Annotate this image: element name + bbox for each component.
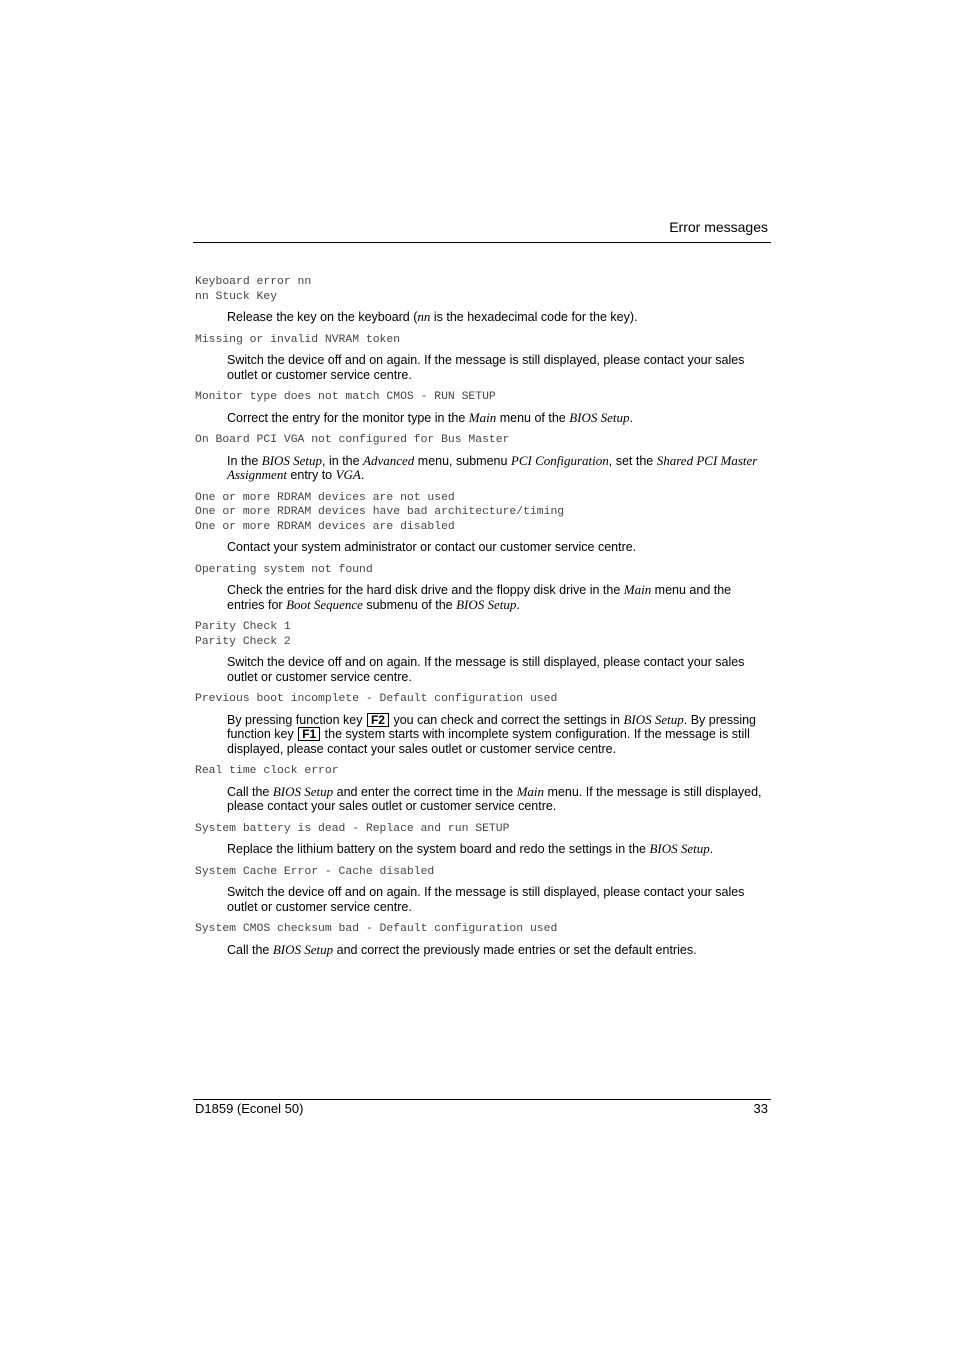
- remedy-text-segment: menu, submenu: [414, 453, 511, 468]
- error-message-text: Missing or invalid NVRAM token: [195, 333, 401, 346]
- error-remedy-text: [227, 842, 771, 857]
- error-message-text: Parity Check 1: [195, 621, 291, 633]
- header-rule: [193, 242, 771, 243]
- remedy-text-segment: Switch the device off and on again. If the message is still displayed, please contact your sales outlet or customer service centre.: [227, 885, 745, 914]
- remedy-text-segment: submenu of the: [362, 597, 457, 612]
- menu-term: BIOS Setup: [456, 596, 517, 612]
- error-entry: [195, 491, 771, 555]
- remedy-text-segment: .: [360, 468, 365, 482]
- error-entry: [195, 563, 771, 613]
- menu-term: Boot Sequence: [286, 596, 363, 612]
- remedy-text-segment: menu and the entries for: [227, 583, 732, 612]
- error-message-text: One or more RDRAM devices are disabled: [195, 520, 455, 533]
- menu-term: Advanced: [363, 452, 415, 468]
- error-message-text: Parity Check 2: [195, 635, 291, 648]
- remedy-text-segment: Switch the device off and on again. If the message is still displayed, please contact your sales outlet or customer service centre.: [227, 353, 745, 382]
- menu-term: VGA: [335, 467, 361, 482]
- menu-term: Main: [623, 582, 652, 597]
- menu-term: PCI Configuration: [510, 452, 609, 468]
- remedy-text-segment: Call the: [227, 784, 273, 799]
- error-remedy-text: [227, 713, 771, 757]
- footer-document-id: D1859 (Econel 50): [195, 1101, 304, 1116]
- error-message-text: Operating system not found: [195, 563, 373, 576]
- error-entry: [195, 333, 771, 383]
- menu-term: nn: [417, 309, 431, 324]
- remedy-text-segment: Release the key on the keyboard (: [227, 310, 418, 324]
- error-message-text: On Board PCI VGA not configured for Bus Master: [195, 434, 510, 446]
- menu-term: BIOS Setup: [272, 941, 334, 957]
- error-message-text: System Cache Error - Cache disabled: [195, 865, 435, 878]
- error-remedy-text: [227, 583, 771, 612]
- error-message-text: One or more RDRAM devices have bad architecture/timing: [195, 506, 565, 518]
- remedy-text-segment: menu. If the message is still displayed, please contact your sales outlet or customer service centre.: [227, 784, 762, 813]
- error-remedy-text: [227, 454, 771, 483]
- error-entry: [195, 275, 771, 325]
- remedy-text-segment: Replace the lithium battery on the system board and redo the settings in the: [227, 842, 650, 856]
- remedy-text-segment: .: [629, 410, 633, 425]
- remedy-text-segment: Call the: [227, 942, 273, 957]
- error-entry: [195, 433, 771, 483]
- error-message-text: One or more RDRAM devices are not used: [195, 491, 455, 504]
- error-entry: [195, 865, 771, 915]
- remedy-text-segment: and correct the previously made entries or set the default entries.: [333, 942, 697, 957]
- error-entry: [195, 764, 771, 814]
- menu-term: Main: [516, 783, 545, 799]
- function-key-label: F1: [298, 727, 320, 741]
- remedy-text-segment: is the hexadecimal code for the key).: [430, 310, 638, 324]
- error-message-text: System CMOS checksum bad - Default configuration used: [195, 923, 558, 935]
- remedy-text-segment: menu of the: [496, 410, 570, 425]
- error-remedy-text: [227, 785, 771, 814]
- remedy-text-segment: .: [516, 597, 520, 612]
- function-key-label: F2: [367, 713, 389, 727]
- remedy-text-segment: , in the: [322, 453, 364, 468]
- remedy-text-segment: By pressing function key: [227, 712, 366, 727]
- error-message-text: Keyboard error nn: [195, 276, 312, 288]
- error-entry: [195, 922, 771, 957]
- footer-rule: [193, 1099, 771, 1100]
- error-remedy-text: [227, 310, 771, 325]
- error-entry: [195, 620, 771, 684]
- remedy-text-segment: . By pressing function key: [227, 712, 757, 741]
- error-message-text: System battery is dead - Replace and run SETUP: [195, 822, 510, 835]
- remedy-text-segment: Contact your system administrator or contact our customer service centre.: [227, 540, 637, 554]
- remedy-text-segment: Correct the entry for the monitor type in the: [227, 410, 469, 425]
- remedy-text-segment: the system starts with incomplete system configuration. If the message is still displayed, please contact your sales outlet or customer service centre.: [227, 727, 750, 756]
- menu-term: Shared PCI Master Assignment: [227, 452, 758, 482]
- error-message-list: [195, 275, 771, 965]
- remedy-text-segment: entry to: [286, 468, 336, 482]
- error-entry: [195, 822, 771, 857]
- menu-term: BIOS Setup: [261, 452, 323, 468]
- menu-term: Main: [468, 409, 497, 425]
- menu-term: BIOS Setup: [569, 409, 630, 425]
- error-message-text: Previous boot incomplete - Default configuration used: [195, 693, 558, 705]
- remedy-text-segment: .: [709, 842, 714, 856]
- error-message-text: nn Stuck Key: [195, 290, 278, 303]
- remedy-text-segment: Check the entries for the hard disk drive and the floppy disk drive in the: [227, 583, 624, 597]
- error-remedy-text: [227, 353, 771, 382]
- page-number: 33: [753, 1101, 768, 1116]
- remedy-text-segment: you can check and correct the settings in: [389, 712, 624, 727]
- error-message-text: Real time clock error: [195, 765, 339, 777]
- menu-term: BIOS Setup: [272, 783, 334, 799]
- page-header-title: Error messages: [669, 219, 768, 235]
- error-remedy-text: [227, 411, 771, 426]
- error-message-text: Monitor type does not match CMOS - RUN SETUP: [195, 391, 496, 403]
- remedy-text-segment: Switch the device off and on again. If the message is still displayed, please contact your sales outlet or customer service centre.: [227, 655, 745, 684]
- menu-term: BIOS Setup: [649, 841, 710, 856]
- error-remedy-text: [227, 655, 771, 684]
- remedy-text-segment: In the: [227, 453, 262, 468]
- remedy-text-segment: , set the: [608, 453, 657, 468]
- menu-term: BIOS Setup: [623, 711, 684, 727]
- error-remedy-text: [227, 943, 771, 958]
- remedy-text-segment: and enter the correct time in the: [333, 784, 517, 799]
- error-remedy-text: [227, 885, 771, 914]
- error-entry: [195, 692, 771, 756]
- error-entry: [195, 390, 771, 425]
- error-remedy-text: [227, 540, 771, 555]
